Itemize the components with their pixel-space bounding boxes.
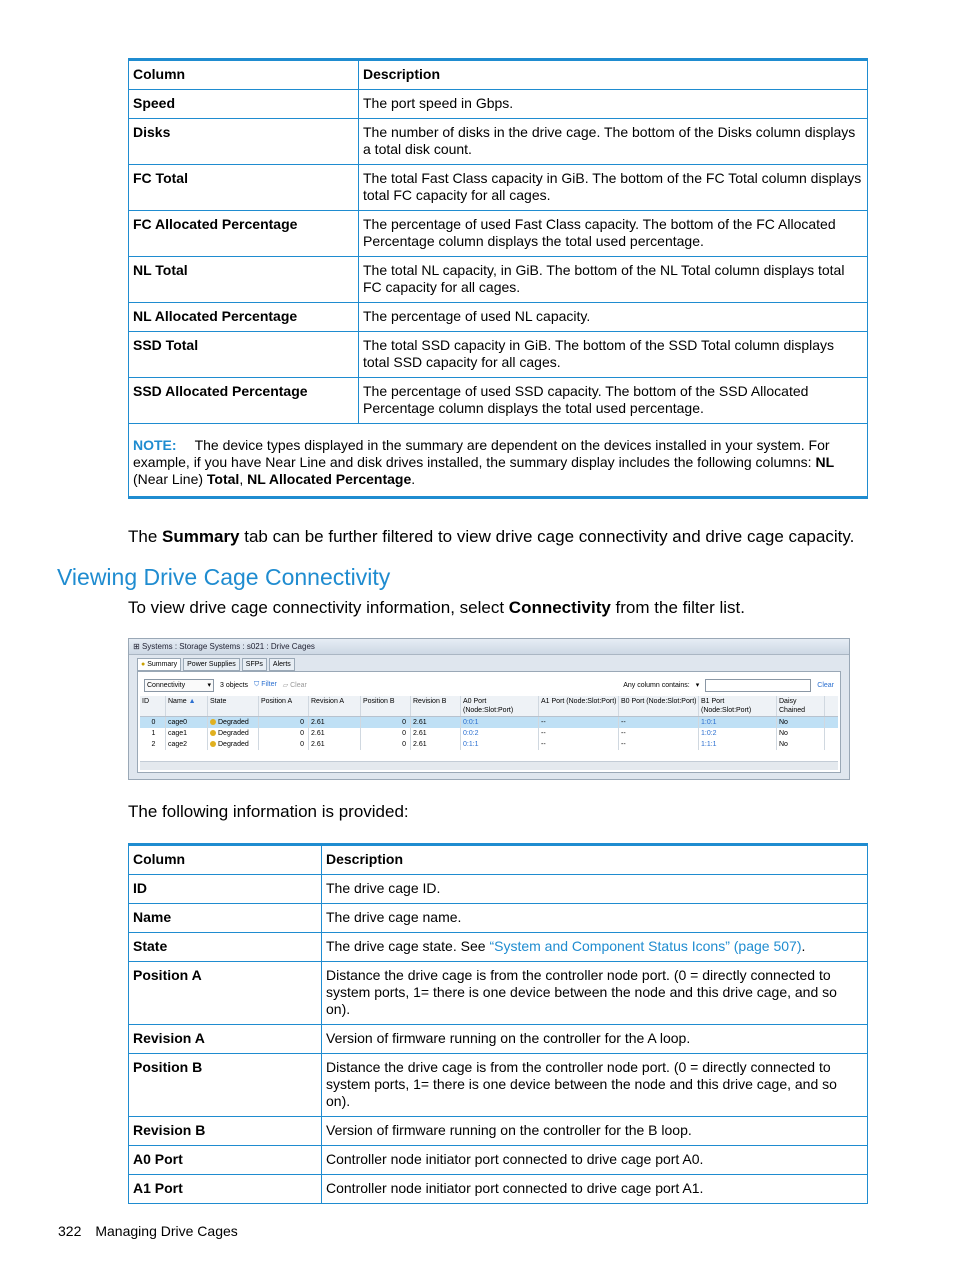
table-header-row xyxy=(129,60,868,90)
note-row xyxy=(129,424,868,498)
note-text: (Near Line) xyxy=(133,471,207,487)
grid-header-cell[interactable]: Position A xyxy=(259,696,309,716)
grid-cell: 2.61 xyxy=(411,717,461,728)
grid-cell: 2.61 xyxy=(411,739,461,750)
grid-header-cell[interactable]: Daisy Chained xyxy=(777,696,825,716)
grid-cell: 0 xyxy=(259,739,309,750)
row-name: Revision B xyxy=(129,1117,322,1146)
grid-cell: -- xyxy=(619,728,699,739)
clear-search-button[interactable]: Clear xyxy=(817,681,834,689)
clear-filter-button[interactable] xyxy=(283,681,307,689)
summary-columns-table xyxy=(128,58,868,499)
row-name: FC Total xyxy=(129,165,359,211)
info-paragraph: The following information is provided: xyxy=(128,802,409,821)
page-number: 322 xyxy=(58,1223,82,1239)
filter-icon: ⛉ xyxy=(254,681,262,688)
grid-cell: 0 xyxy=(361,728,411,739)
grid-cell: 0 xyxy=(259,728,309,739)
grid-header-row xyxy=(140,696,838,717)
table-row xyxy=(129,332,868,378)
grid-cell: 2.61 xyxy=(309,739,361,750)
grid-cell: -- xyxy=(619,717,699,728)
chapter-title: Managing Drive Cages xyxy=(95,1223,238,1239)
status-icon: ● xyxy=(141,661,148,668)
row-name: SSD Total xyxy=(129,332,359,378)
note-text: . xyxy=(411,471,416,487)
tab-power-supplies[interactable]: Power Supplies xyxy=(183,658,240,671)
row-name: SSD Allocated Percentage xyxy=(129,378,359,424)
degraded-status-icon xyxy=(210,719,216,725)
grid-cell xyxy=(208,728,259,739)
grid-cell: No xyxy=(777,717,825,728)
note-bold: NL xyxy=(815,454,835,470)
grid-cell: 1 xyxy=(140,728,166,739)
object-count: 3 objects xyxy=(220,681,249,689)
row-name: FC Allocated Percentage xyxy=(129,211,359,257)
degraded-status-icon xyxy=(210,741,216,747)
table-row xyxy=(129,90,868,119)
table-row xyxy=(129,1054,868,1117)
row-name: NL Allocated Percentage xyxy=(129,303,359,332)
note-text: , xyxy=(239,471,248,487)
drive-cage-panel xyxy=(137,671,841,773)
row-description: The number of disks in the drive cage. The bottom of the Disks column displays a total disk count. xyxy=(359,119,868,165)
grid-cell: No xyxy=(777,739,825,750)
table-row xyxy=(129,1146,868,1175)
row-description: Distance the drive cage is from the controller node port. (0 = directly connected to system ports, 1= there is one device between the node and this drive cage, and so on). xyxy=(322,1054,868,1117)
instruction-paragraph xyxy=(128,598,745,618)
note-bold: Total xyxy=(206,471,240,487)
table-header-row xyxy=(129,845,868,875)
row-description: The total SSD capacity in GiB. The bottom of the SSD Total column displays total SSD capacity for all cages. xyxy=(359,332,868,378)
description-header: Description xyxy=(322,845,868,875)
page-footer xyxy=(58,1223,252,1239)
note-bold: NL Allocated Percentage xyxy=(247,471,412,487)
table-row xyxy=(129,303,868,332)
grid-cell: -- xyxy=(619,739,699,750)
grid-cell[interactable]: 0:0:1 xyxy=(461,717,539,728)
grid-header-cell[interactable] xyxy=(166,696,208,716)
grid-header-cell[interactable]: B1 Port (Node:Slot:Port) xyxy=(699,696,777,716)
column-header: Column xyxy=(129,60,359,90)
row-description: The total NL capacity, in GiB. The bottom of the NL Total column displays total FC capacity for all cages. xyxy=(359,257,868,303)
text: from the filter list. xyxy=(610,598,745,617)
table-row xyxy=(129,165,868,211)
table-row xyxy=(129,257,868,303)
grid-cell[interactable]: 1:0:1 xyxy=(699,717,777,728)
table-row xyxy=(129,211,868,257)
row-name: ID xyxy=(129,875,322,904)
table-row xyxy=(129,1025,868,1054)
grid-cell xyxy=(208,717,259,728)
filter-button[interactable] xyxy=(254,681,277,689)
breadcrumb xyxy=(129,639,849,655)
filter-select[interactable]: Connectivity ▾ xyxy=(144,679,214,692)
tab-label: Summary xyxy=(147,661,178,668)
row-description: The drive cage name. xyxy=(322,904,868,933)
bold-text: Connectivity xyxy=(508,598,611,617)
row-description: Distance the drive cage is from the controller node port. (0 = directly connected to system ports, 1= there is one device between the node and this drive cage, and so on). xyxy=(322,962,868,1025)
row-description: Controller node initiator port connected to drive cage port A1. xyxy=(322,1175,868,1204)
connectivity-columns-table xyxy=(128,843,868,1204)
grid-header-cell[interactable]: Revision A xyxy=(309,696,361,716)
row-name: A0 Port xyxy=(129,1146,322,1175)
grid-cell: No xyxy=(777,728,825,739)
grid-header-cell[interactable]: A1 Port (Node:Slot:Port) xyxy=(539,696,619,716)
note xyxy=(129,424,868,498)
row-name: Revision A xyxy=(129,1025,322,1054)
grid-cell: 0 xyxy=(259,717,309,728)
table-row xyxy=(129,875,868,904)
toolbar xyxy=(144,678,834,692)
tab-alerts[interactable]: Alerts xyxy=(269,658,295,671)
sort-ascending-icon: ▲ xyxy=(188,698,196,705)
description-header: Description xyxy=(359,60,868,90)
state-text: Degraded xyxy=(218,730,249,737)
grid-cell: 0 xyxy=(361,739,411,750)
horizontal-scrollbar[interactable] xyxy=(140,761,838,770)
row-description: The total Fast Class capacity in GiB. The bottom of the FC Total column displays total FC capacity for all cages. xyxy=(359,165,868,211)
grid-header-cell[interactable]: State xyxy=(208,696,259,716)
row-description: Controller node initiator port connected to drive cage port A0. xyxy=(322,1146,868,1175)
note-text: The device types displayed in the summary are dependent on the devices installed in your system. For example, if you have Near Line and disk drives installed, the summary display includes the following columns: xyxy=(133,437,830,470)
grid-header-cell[interactable]: B0 Port (Node:Slot:Port) xyxy=(619,696,699,716)
search-input[interactable] xyxy=(705,679,811,692)
grid-cell: -- xyxy=(539,717,619,728)
grid-cell: cage1 xyxy=(166,728,208,739)
grid-row[interactable] xyxy=(140,739,838,750)
clear-label: Clear xyxy=(290,682,307,689)
row-description: The percentage of used Fast Class capacity. The bottom of the FC Allocated Percentage column displays the total used percentage. xyxy=(359,211,868,257)
table-row xyxy=(129,904,868,933)
text: . xyxy=(801,938,806,954)
note-label: NOTE: xyxy=(133,437,177,453)
tab-summary[interactable] xyxy=(137,658,181,671)
section-heading: Viewing Drive Cage Connectivity xyxy=(57,564,391,590)
grid-cell: -- xyxy=(539,739,619,750)
header-text: Name xyxy=(168,698,187,705)
grid-cell: cage2 xyxy=(166,739,208,750)
grid-cell[interactable]: 0:0:2 xyxy=(461,728,539,739)
row-description xyxy=(322,933,868,962)
table-row xyxy=(129,1117,868,1146)
table-row xyxy=(129,119,868,165)
chevron-down-icon[interactable]: ▾ xyxy=(695,682,700,689)
row-name: A1 Port xyxy=(129,1175,322,1204)
drive-cages-screenshot xyxy=(128,638,850,780)
grid-cell: 2.61 xyxy=(411,728,461,739)
table-row xyxy=(129,1175,868,1204)
grid-cell xyxy=(208,739,259,750)
grid-cell: 0 xyxy=(140,717,166,728)
row-name: NL Total xyxy=(129,257,359,303)
row-description: The percentage of used SSD capacity. The bottom of the SSD Allocated Percentage column displays the total used percentage. xyxy=(359,378,868,424)
grid-cell: cage0 xyxy=(166,717,208,728)
grid-cell: 0 xyxy=(361,717,411,728)
text: To view drive cage connectivity information, select xyxy=(128,598,509,617)
row-name: Position A xyxy=(129,962,322,1025)
column-header: Column xyxy=(129,845,322,875)
grid-header-cell[interactable]: Position B xyxy=(361,696,411,716)
state-text: Degraded xyxy=(218,719,249,726)
grid-cell[interactable]: 1:0:2 xyxy=(699,728,777,739)
row-name: State xyxy=(129,933,322,962)
grid-cell[interactable]: 0:1:1 xyxy=(461,739,539,750)
row-description: Version of firmware running on the controller for the B loop. xyxy=(322,1117,868,1146)
grid-header-cell[interactable]: A0 Port (Node:Slot:Port) xyxy=(461,696,539,716)
grid-row[interactable] xyxy=(140,717,838,728)
text: tab can be further filtered to view drive cage connectivity and drive cage capacity. xyxy=(239,527,855,546)
summary-paragraph xyxy=(128,527,854,547)
row-name: Speed xyxy=(129,90,359,119)
row-description: The port speed in Gbps. xyxy=(359,90,868,119)
row-name: Name xyxy=(129,904,322,933)
grid-cell: 2.61 xyxy=(309,728,361,739)
grid-cell: 2.61 xyxy=(309,717,361,728)
grid-header-cell[interactable]: ID xyxy=(140,696,166,716)
text: The drive cage state. See xyxy=(326,938,490,954)
clear-icon: ▱ xyxy=(282,682,291,689)
drive-cage-grid xyxy=(140,696,838,750)
grid-row[interactable] xyxy=(140,728,838,739)
degraded-status-icon xyxy=(210,730,216,736)
tab-sfps[interactable]: SFPs xyxy=(242,658,267,671)
bold-text: Summary xyxy=(162,527,240,546)
tab-bar xyxy=(137,658,295,671)
grid-cell: 2 xyxy=(140,739,166,750)
grid-cell[interactable]: 1:1:1 xyxy=(699,739,777,750)
systems-icon: ⊞ xyxy=(133,642,142,651)
row-description: The percentage of used NL capacity. xyxy=(359,303,868,332)
breadcrumb-text: Systems : Storage Systems : s021 : Drive Cages xyxy=(141,642,315,651)
row-name: Position B xyxy=(129,1054,322,1117)
grid-cell: -- xyxy=(539,728,619,739)
text: The xyxy=(128,527,163,546)
any-column-label: Any column contains: xyxy=(623,681,690,689)
filter-label: Filter xyxy=(261,681,277,688)
grid-header-cell[interactable]: Revision B xyxy=(411,696,461,716)
status-icons-link[interactable]: “System and Component Status Icons” (page 507) xyxy=(489,938,802,954)
state-text: Degraded xyxy=(218,741,249,748)
row-description: The drive cage ID. xyxy=(322,875,868,904)
table-row xyxy=(129,933,868,962)
table-row xyxy=(129,962,868,1025)
table-row xyxy=(129,378,868,424)
row-name: Disks xyxy=(129,119,359,165)
row-description: Version of firmware running on the controller for the A loop. xyxy=(322,1025,868,1054)
